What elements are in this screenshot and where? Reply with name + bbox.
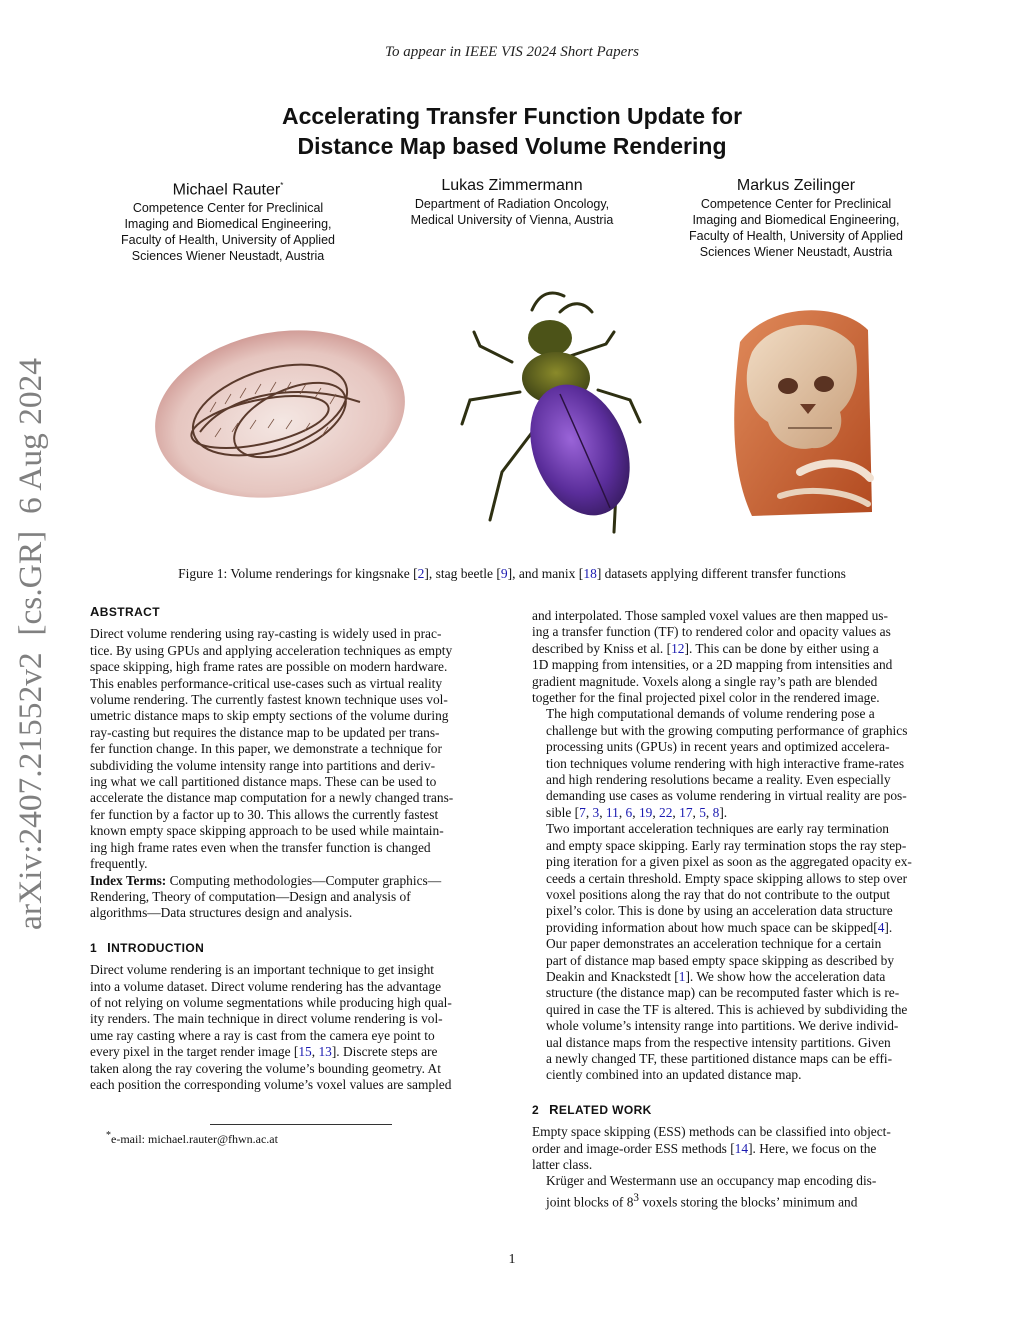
page-number: 1 <box>508 1252 516 1267</box>
abstract-paragraph: Direct volume rendering using ray-casting is widely used in prac- tice. By using GPUs and applying acceleration techniques as empty space skipping, high frame rates are possible on modern hardware. This enables performance-critical use-cases such as virtual reality volume rendering. The currently fastest known technique uses vol- umetric distance maps to skip empty sections of the volume during ray-casting but requires the distance map to be updated per trans- fer function change. In this paper, we demonstrate a technique for subdividing the volume intensity range into partitions and deriv- ing what we call partitioned distance maps. These can be used to accelerate the distance map computation for a newly changed trans- fer function by a factor up to 30. This allows the currently fastest known empty space skipping approach to be used while maintain- ing high frame rates even when the transfer function is changed frequently. <box>90 626 454 872</box>
citation-link[interactable]: 12 <box>671 640 685 656</box>
stag-beetle-rendering <box>462 293 648 532</box>
affiliation-line: Department of Radiation Oncology, <box>414 197 610 211</box>
abstract-heading: ABSTRACT <box>90 604 160 619</box>
paragraph: Empty space skipping (ESS) methods can be classified into object- order and image-order ESS methods [14]. Here, we focus on the latter class. <box>532 1124 891 1172</box>
title-line-2: Distance Map based Volume Rendering <box>297 133 727 159</box>
citation-link[interactable]: 13 <box>318 1044 332 1060</box>
affiliation-line: Faculty of Health, University of Applied <box>121 233 335 248</box>
arxiv-stamp-text: arXiv:2407.21552v2 [cs.GR] 6 Aug 2024 <box>13 365 49 930</box>
arxiv-stamp-svg <box>6 354 56 930</box>
figure-caption <box>0 566 1024 582</box>
citation-link[interactable]: 17 <box>679 804 693 820</box>
caption-text: ], stag beetle [ <box>424 566 501 581</box>
citation-link[interactable]: 11 <box>605 804 619 820</box>
right-column <box>532 608 934 1211</box>
author-block-2 <box>362 176 662 228</box>
footnote-mark: * <box>280 181 284 190</box>
citation-link[interactable]: 6 <box>625 804 633 820</box>
caption-text: Figure 1: Volume renderings for kingsnake [ <box>178 566 418 581</box>
citation-link[interactable]: 9 <box>500 566 508 581</box>
affiliation-line: Imaging and Biomedical Engineering, <box>124 217 332 232</box>
affiliation-line: Competence Center for Preclinical <box>132 201 324 216</box>
index-terms-label: Index Terms: <box>90 872 167 888</box>
affiliation-line: Sciences Wiener Neustadt, Austria <box>699 245 893 259</box>
affiliation-line: Competence Center for Preclinical <box>700 197 892 211</box>
paragraph: Two important acceleration techniques are early ray termination and empty space skipping. Early ray termination stops the ray step- ping iteration for a given pixel as soon as the aggregated opacity ex- ceeds a certain threshold. Empty space skipping allows to step over voxel positions along the ray that do not contribute to the output pixel’s color. This is done by using an acceleration data structure providing information about how much space can be skipped[4]. <box>546 821 912 935</box>
affiliation-line: Imaging and Biomedical Engineering, <box>692 213 900 227</box>
author-block-3 <box>646 176 946 260</box>
index-terms: Index Terms: Computing methodologies—Computer graphics— Rendering, Theory of computation—Design and analysis of algorithms—Data structures design and analysis. <box>90 872 442 921</box>
citation-link[interactable]: 5 <box>699 804 706 820</box>
left-column <box>90 604 492 1093</box>
author-name: Michael Rauter <box>172 181 281 199</box>
affiliation-line: Faculty of Health, University of Applied <box>689 229 903 243</box>
introduction-paragraph: Direct volume rendering is an important technique to get insight into a volume dataset. Direct volume rendering has the advantage of not relying on volume segmentations while producing high qual- ity renders. The main technique in direct volume rendering is vol- ume ray casting where a ray is cast from the camera eye point to every pixel in the target render image [15, 13]. Discrete steps are taken along the ray covering the volume’s bounding geometry. At each position the corresponding volume’s voxel values are sampled <box>90 962 452 1092</box>
figure-1-renderings <box>140 282 900 552</box>
related-work-heading: 2 RELATED WORK <box>532 1101 652 1117</box>
paragraph: and interpolated. Those sampled voxel values are then mapped us- ing a transfer function (TF) to rendered color and opacity values as described by Kniss et al. [12]. This can be done by either using a 1D mapping from intensities, or a 2D mapping from intensities and gradient magnitude. Voxels along a single ray’s path are blended together for the final projected pixel color in the rendered image. <box>532 608 893 706</box>
venue-note: To appear in IEEE VIS 2024 Short Papers <box>384 44 640 60</box>
footnote-mark: * <box>106 1130 111 1141</box>
paragraph: Krüger and Westermann use an occupancy map encoding dis- joint blocks of $8^3$ voxels storing the blocks’ minimum and <box>546 1173 877 1210</box>
title-line-1: Accelerating Transfer Function Update for <box>281 103 743 129</box>
kingsnake-rendering <box>142 311 419 516</box>
citation-line: sible [7, 3, 11, 6, 19, 22, 17, 5, 8]. <box>546 804 728 820</box>
author-name: Markus Zeilinger <box>736 177 856 194</box>
manix-head-rendering <box>734 310 872 516</box>
paper-title <box>0 101 1024 161</box>
citation-link[interactable]: 3 <box>592 804 600 820</box>
arxiv-stamp <box>6 354 56 930</box>
citation-link[interactable]: 19 <box>638 804 653 820</box>
footnote-rule <box>210 1124 392 1125</box>
affiliation-line: Medical University of Vienna, Austria <box>410 213 614 227</box>
citation-link[interactable]: 8 <box>712 804 720 820</box>
email-link[interactable]: e-mail: michael.rauter@fhwn.ac.at <box>111 1132 278 1146</box>
citation-link[interactable]: 1 <box>678 968 686 984</box>
affiliation-line: Sciences Wiener Neustadt, Austria <box>131 249 325 264</box>
author-name: Lukas Zimmermann <box>441 177 583 194</box>
author-block-1 <box>78 176 378 264</box>
citation-link[interactable]: 4 <box>877 919 885 935</box>
footnote <box>106 1130 278 1147</box>
paragraph: The high computational demands of volume rendering pose a challenge but with the growing computing performance of graphics processing units (GPUs) in recent years and optimized accelera- tion techniques volume rendering with high interactive frame-rates and high rendering resolutions became a reality. Even especially demanding use cases as volume rendering in virtual reality are pos- sible [7, 3, 11, 6, 19, 22, 17, 5, 8]. <box>532 706 934 821</box>
citation-link[interactable]: 2 <box>417 566 425 581</box>
caption-text: ], and manix [ <box>507 566 584 581</box>
citation-link[interactable]: 15 <box>298 1044 312 1060</box>
caption-text: ] datasets applying different transfer functions <box>596 566 846 581</box>
paragraph: Our paper demonstrates an acceleration technique for a certain part of distance map based empty space skipping as described by Deakin and Knackstedt [1]. We show how the acceleration data structure (the distance map) can be recomputed faster which is re- quired in case the TF is altered. This is achieved by subdividing the whole volume’s intensity range into partitions. We derive individ- ual distance maps from the respective intensity partitions. Given a newly changed TF, these partitioned distance maps can be effi- ciently combined into an updated distance map. <box>546 936 908 1083</box>
citation-link[interactable]: 22 <box>659 804 673 820</box>
citation-link[interactable]: 7 <box>579 804 586 820</box>
citation-link[interactable]: 14 <box>734 1140 749 1156</box>
introduction-heading: 1 INTRODUCTION <box>90 939 205 955</box>
citation-link[interactable]: 18 <box>583 566 597 581</box>
figure-1 <box>140 282 900 552</box>
